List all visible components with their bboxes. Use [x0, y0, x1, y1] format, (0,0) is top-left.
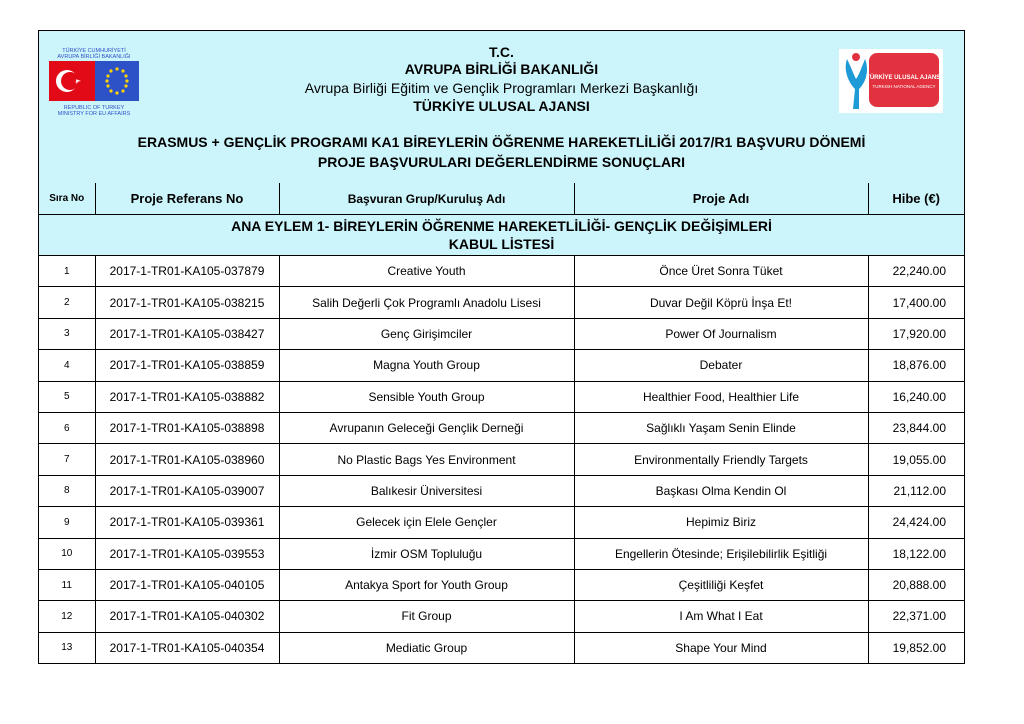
- cell-applicant: İzmir OSM Topluluğu: [279, 538, 574, 569]
- cell-ref: 2017-1-TR01-KA105-039007: [95, 475, 279, 506]
- header-tc: T.C.: [489, 44, 514, 60]
- cell-ref: 2017-1-TR01-KA105-038960: [95, 444, 279, 475]
- column-header-no: Sıra No: [39, 183, 95, 215]
- cell-ref: 2017-1-TR01-KA105-039361: [95, 507, 279, 538]
- table-row: [39, 412, 964, 443]
- table-row: [39, 381, 964, 412]
- cell-applicant: Balıkesir Üniversitesi: [279, 475, 574, 506]
- cell-project: Shape Your Mind: [574, 632, 868, 663]
- cell-no: 9: [39, 507, 95, 538]
- table-row: [39, 350, 964, 381]
- cell-applicant: Salih Değerli Çok Programlı Anadolu Lisesi: [279, 287, 574, 318]
- cell-no: 8: [39, 475, 95, 506]
- cell-grant: 19,055.00: [868, 444, 964, 475]
- cell-no: 1: [39, 256, 95, 287]
- table-row: [39, 287, 964, 318]
- cell-applicant: Creative Youth: [279, 256, 574, 287]
- cell-ref: 2017-1-TR01-KA105-040354: [95, 632, 279, 663]
- logo-top-text-2: AVRUPA BİRLİĞİ BAKANLIĞI: [57, 54, 131, 60]
- column-header-grant: Hibe (€): [868, 183, 964, 215]
- cell-project: Başkası Olma Kendin Ol: [574, 475, 868, 506]
- cell-grant: 23,844.00: [868, 412, 964, 443]
- column-header-project: Proje Adı: [574, 183, 868, 215]
- cell-ref: 2017-1-TR01-KA105-039553: [95, 538, 279, 569]
- cell-applicant: No Plastic Bags Yes Environment: [279, 444, 574, 475]
- table-row: [39, 507, 964, 538]
- results-table: [39, 183, 964, 663]
- cell-grant: 18,122.00: [868, 538, 964, 569]
- cell-project: Çeşitliliği Keşfet: [574, 569, 868, 600]
- logo-bottom-text-1: REPUBLIC OF TURKEY: [63, 105, 125, 111]
- cell-no: 3: [39, 318, 95, 349]
- cell-project: Environmentally Friendly Targets: [574, 444, 868, 475]
- cell-project: Sağlıklı Yaşam Senin Elinde: [574, 412, 868, 443]
- section-heading: [39, 215, 964, 256]
- cell-applicant: Mediatic Group: [279, 632, 574, 663]
- section-heading-line1: ANA EYLEM 1- BİREYLERİN ÖĞRENME HAREKETLİLİĞİ- GENÇLİK DEĞİŞİMLERİ: [231, 218, 772, 234]
- table-row: [39, 538, 964, 569]
- cell-no: 11: [39, 569, 95, 600]
- cell-applicant: Avrupanın Geleceği Gençlik Derneği: [279, 412, 574, 443]
- cell-ref: 2017-1-TR01-KA105-038859: [95, 350, 279, 381]
- cell-grant: 16,240.00: [868, 381, 964, 412]
- cell-no: 2: [39, 287, 95, 318]
- cell-ref: 2017-1-TR01-KA105-037879: [95, 256, 279, 287]
- cell-grant: 24,424.00: [868, 507, 964, 538]
- cell-no: 10: [39, 538, 95, 569]
- agency-logo-text-2: TURKISH NATIONAL AGENCY: [872, 84, 936, 89]
- cell-ref: 2017-1-TR01-KA105-038882: [95, 381, 279, 412]
- cell-project: Healthier Food, Healthier Life: [574, 381, 868, 412]
- cell-grant: 22,240.00: [868, 256, 964, 287]
- table-row: [39, 569, 964, 600]
- cell-project: Önce Üret Sonra Tüket: [574, 256, 868, 287]
- cell-no: 12: [39, 601, 95, 632]
- table-row: [39, 475, 964, 506]
- section-heading-row: [39, 215, 964, 256]
- cell-applicant: Fit Group: [279, 601, 574, 632]
- cell-applicant: Sensible Youth Group: [279, 381, 574, 412]
- column-header-ref: Proje Referans No: [95, 183, 279, 215]
- cell-project: Duvar Değil Köprü İnşa Et!: [574, 287, 868, 318]
- cell-grant: 17,920.00: [868, 318, 964, 349]
- table-row: [39, 601, 964, 632]
- cell-no: 13: [39, 632, 95, 663]
- cell-ref: 2017-1-TR01-KA105-038427: [95, 318, 279, 349]
- agency-logo-text-1: TÜRKİYE ULUSAL AJANSI: [866, 75, 942, 81]
- cell-applicant: Genç Girişimciler: [279, 318, 574, 349]
- table-row: [39, 318, 964, 349]
- cell-ref: 2017-1-TR01-KA105-038215: [95, 287, 279, 318]
- cell-applicant: Gelecek için Elele Gençler: [279, 507, 574, 538]
- cell-ref: 2017-1-TR01-KA105-038898: [95, 412, 279, 443]
- cell-grant: 19,852.00: [868, 632, 964, 663]
- table-row: [39, 632, 964, 663]
- cell-no: 6: [39, 412, 95, 443]
- header-ministry: AVRUPA BİRLİĞİ BAKANLIĞI: [404, 61, 599, 77]
- results-title: PROJE BAŞVURULARI DEĞERLENDİRME SONUÇLARI: [317, 154, 686, 170]
- table-row: [39, 256, 964, 287]
- table-row: [39, 444, 964, 475]
- cell-project: Power Of Journalism: [574, 318, 868, 349]
- cell-project: Engellerin Ötesinde; Erişilebilirlik Eşitliği: [574, 538, 868, 569]
- header-band: [39, 31, 964, 184]
- cell-grant: 20,888.00: [868, 569, 964, 600]
- program-title: ERASMUS + GENÇLİK PROGRAMI KA1 BİREYLERİN ÖĞRENME HAREKETLİLİĞİ 2017/R1 BAŞVURU DÖNEMİ: [137, 134, 866, 150]
- column-header-applicant: Başvuran Grup/Kuruluş Adı: [279, 183, 574, 215]
- cell-no: 5: [39, 381, 95, 412]
- cell-applicant: Antakya Sport for Youth Group: [279, 569, 574, 600]
- cell-applicant: Magna Youth Group: [279, 350, 574, 381]
- cell-project: Debater: [574, 350, 868, 381]
- document-sheet: [38, 30, 965, 664]
- section-heading-line2: KABUL LİSTESİ: [448, 236, 555, 252]
- cell-project: I Am What I Eat: [574, 601, 868, 632]
- cell-ref: 2017-1-TR01-KA105-040302: [95, 601, 279, 632]
- cell-ref: 2017-1-TR01-KA105-040105: [95, 569, 279, 600]
- cell-grant: 22,371.00: [868, 601, 964, 632]
- logo-top-text-1: TÜRKİYE CUMHURİYETİ: [62, 48, 126, 54]
- cell-project: Hepimiz Biriz: [574, 507, 868, 538]
- cell-grant: 17,400.00: [868, 287, 964, 318]
- logo-bottom-text-2: MINISTRY FOR EU AFFAIRS: [57, 111, 131, 117]
- cell-grant: 18,876.00: [868, 350, 964, 381]
- cell-no: 4: [39, 350, 95, 381]
- header-center: Avrupa Birliği Eğitim ve Gençlik Programları Merkezi Başkanlığı: [304, 80, 699, 96]
- header-agency: TÜRKİYE ULUSAL AJANSI: [413, 98, 590, 114]
- table-header-row: [39, 183, 964, 215]
- cell-no: 7: [39, 444, 95, 475]
- cell-grant: 21,112.00: [868, 475, 964, 506]
